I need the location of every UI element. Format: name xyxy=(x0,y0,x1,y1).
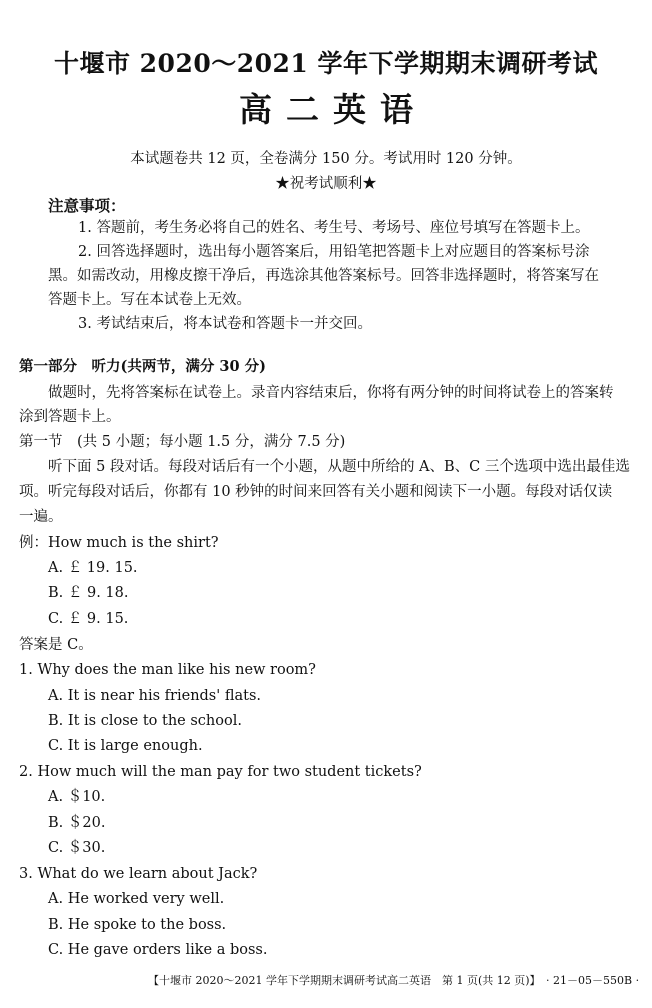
question-2-option: A. ＄10. xyxy=(48,789,106,805)
question-1-option: A. It is near his friends' flats. xyxy=(48,688,262,704)
question-2-option: B. ＄20. xyxy=(48,815,106,831)
part1-desc: 涂到答题卡上。 xyxy=(19,409,121,425)
example-option: C. ￡ 9. 15. xyxy=(48,611,129,627)
question-1: 1. Why does the man like his new room? xyxy=(19,662,316,678)
notice-heading: 注意事项： xyxy=(48,196,126,215)
example-option: B. ￡ 9. 18. xyxy=(48,585,129,601)
page-footer: 【十堰市 2020～2021 学年下学期期末调研考试高二英语 第 1 页(共 12 页)】 xyxy=(148,974,541,987)
section1-desc: 一遍。 xyxy=(19,509,63,525)
question-3-option: C. He gave orders like a boss. xyxy=(48,942,268,958)
footer-code: · 21－05－550B · xyxy=(546,974,640,987)
section1-heading: 第一节 (共 5 小题；每小题 1.5 分，满分 7.5 分) xyxy=(19,434,346,450)
notice-item: 2. 回答选择题时，选出每小题答案后，用铅笔把答题卡上对应题目的答案标号涂 xyxy=(78,244,590,260)
section1-desc: 项。听完每段对话后，你都有 10 秒钟的时间来回答有关小题和阅读下一小题。每段对话仅读 xyxy=(19,484,613,500)
question-1-option: C. It is large enough. xyxy=(48,738,203,754)
part1-desc: 做题时，先将答案标在试卷上。录音内容结束后，你将有两分钟的时间将试卷上的答案转 xyxy=(48,385,614,401)
example-question: 例：How much is the shirt? xyxy=(19,535,219,551)
notice-item: 黑。如需改动，用橡皮擦干净后，再选涂其他答案标号。回答非选择题时，将答案写在 xyxy=(48,268,599,284)
part1-heading: 第一部分 听力(共两节，满分 30 分) xyxy=(19,358,266,375)
question-3: 3. What do we learn about Jack? xyxy=(19,866,258,882)
exam-info: 本试题卷共 12 页，全卷满分 150 分。考试用时 120 分钟。 xyxy=(130,151,522,167)
subject-title: 高二英语 xyxy=(239,90,427,129)
example-answer: 答案是 C。 xyxy=(19,637,93,653)
exam-title: 十堰市 2020～2021 学年下学期期末调研考试 xyxy=(53,49,599,78)
question-1-option: B. It is close to the school. xyxy=(48,713,242,729)
notice-item: 3. 考试结束后，将本试卷和答题卡一并交回。 xyxy=(78,316,372,332)
question-3-option: B. He spoke to the boss. xyxy=(48,917,227,933)
notice-item: 1. 答题前，考生务必将自己的姓名、考生号、考场号、座位号填写在答题卡上。 xyxy=(78,220,590,236)
exam-wish: ★祝考试顺利★ xyxy=(275,176,377,192)
example-option: A. ￡ 19. 15. xyxy=(48,560,138,576)
question-3-option: A. He worked very well. xyxy=(48,891,225,907)
question-2-option: C. ＄30. xyxy=(48,840,106,856)
section1-desc: 听下面 5 段对话。每段对话后有一个小题，从题中所给的 A、B、C 三个选项中选出最佳选 xyxy=(48,459,630,475)
notice-item: 答题卡上。写在本试卷上无效。 xyxy=(48,292,251,308)
question-2: 2. How much will the man pay for two student tickets? xyxy=(19,764,422,780)
